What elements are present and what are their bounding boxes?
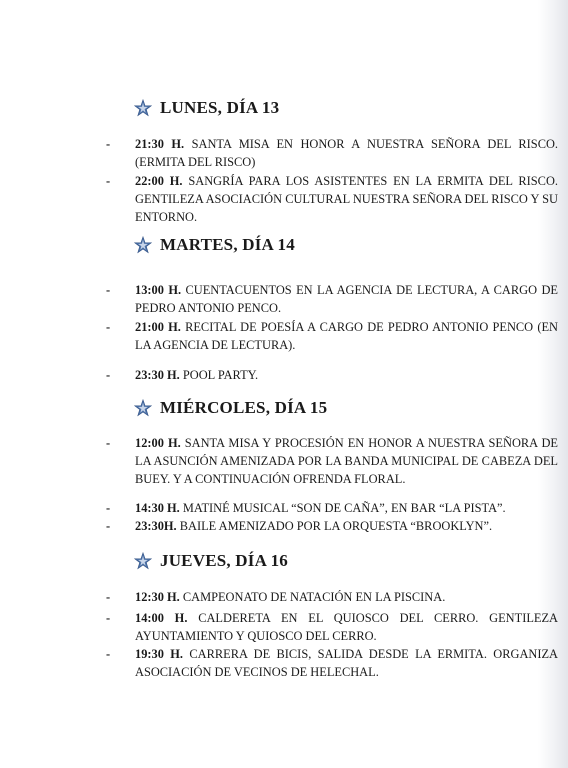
event-text: POOL PARTY. — [182, 368, 259, 382]
event-text: CUENTACUENTOS EN LA AGENCIA DE LECTURA, A CARGO DE PEDRO ANTONIO PENCO. — [135, 283, 558, 316]
list-dash: - — [106, 137, 111, 151]
day-heading-lunes — [134, 98, 279, 118]
event-text: CALDERETA EN EL QUIOSCO DEL CERRO. GENTILEZA AYUNTAMIENTO Y QUIOSCO DEL CERRO. — [135, 611, 558, 644]
day-title: MARTES, DÍA 14 — [160, 235, 295, 254]
event-item — [106, 645, 558, 681]
event-time: 21:00 H. — [135, 320, 181, 334]
event-item — [106, 609, 558, 645]
event-time: 23:30 H. — [135, 368, 180, 382]
event-item — [106, 434, 558, 489]
event-text: SANTA MISA EN HONOR A NUESTRA SEÑORA DEL RISCO. (ERMITA DEL RISCO) — [135, 137, 558, 170]
day-heading-jueves — [134, 551, 288, 571]
event-text: SANGRÍA PARA LOS ASISTENTES EN LA ERMITA DEL RISCO. GENTILEZA ASOCIACIÓN CULTURAL NUESTRA SEÑORA DEL RISCO Y SU ENTORNO. — [135, 174, 558, 225]
event-time: 22:00 H. — [135, 174, 183, 188]
list-dash: - — [106, 647, 111, 661]
star-icon — [134, 399, 152, 417]
event-item — [106, 517, 558, 535]
event-item — [106, 135, 558, 171]
event-time: 13:00 H. — [135, 283, 182, 297]
list-dash: - — [106, 436, 111, 450]
event-item — [106, 366, 558, 384]
event-time: 14:30 H. — [135, 501, 180, 515]
event-time: 12:00 H. — [135, 436, 181, 450]
event-text: MATINÉ MUSICAL “SON DE CAÑA”, EN BAR “LA PISTA”. — [182, 501, 506, 515]
list-dash: - — [106, 174, 111, 188]
star-icon — [134, 99, 152, 117]
event-time: 12:30 H. — [135, 590, 180, 604]
event-time: 21:30 H. — [135, 137, 185, 151]
day-title: JUEVES, DÍA 16 — [160, 551, 288, 570]
day-title: MIÉRCOLES, DÍA 15 — [160, 398, 328, 417]
list-dash: - — [106, 501, 111, 515]
event-item — [106, 318, 558, 354]
day-title: LUNES, DÍA 13 — [160, 98, 280, 117]
event-time: 19:30 H. — [135, 647, 184, 661]
list-dash: - — [106, 519, 111, 533]
event-item — [106, 588, 558, 606]
day-heading-miercoles — [134, 398, 327, 418]
event-text: RECITAL DE POESÍA A CARGO DE PEDRO ANTONIO PENCO (EN LA AGENCIA DE LECTURA). — [135, 320, 558, 353]
event-text: CARRERA DE BICIS, SALIDA DESDE LA ERMITA. ORGANIZA ASOCIACIÓN DE VECINOS DE HELECHAL. — [135, 647, 558, 680]
list-dash: - — [106, 320, 111, 334]
event-time: 23:30H. — [135, 519, 177, 533]
event-item — [106, 499, 558, 517]
event-text: SANTA MISA Y PROCESIÓN EN HONOR A NUESTRA SEÑORA DE LA ASUNCIÓN AMENIZADA POR LA BANDA MUNICIPAL DE CABEZA DEL BUEY. Y A CONTINUACIÓN OFRENDA FLORAL. — [135, 436, 558, 487]
event-text: CAMPEONATO DE NATACIÓN EN LA PISCINA. — [182, 590, 446, 604]
event-item — [106, 172, 558, 227]
star-icon — [134, 552, 152, 570]
list-dash: - — [106, 611, 111, 625]
star-icon — [134, 236, 152, 254]
event-text: BAILE AMENIZADO POR LA ORQUESTA “BROOKLYN”. — [179, 519, 493, 533]
event-time: 14:00 H. — [135, 611, 188, 625]
day-heading-martes — [134, 235, 295, 255]
list-dash: - — [106, 283, 111, 297]
event-item — [106, 281, 558, 317]
list-dash: - — [106, 368, 111, 382]
list-dash: - — [106, 590, 111, 604]
